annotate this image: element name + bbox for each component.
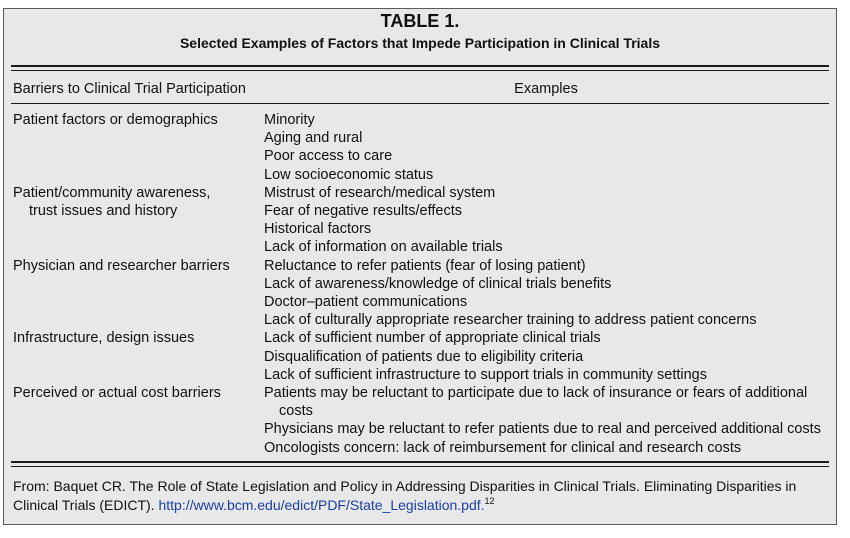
header-rule [11,103,829,104]
examples-list [264,329,829,384]
barrier-category: Infrastructure, design issues [13,330,195,347]
example-item: Low socioeconomic status [264,166,434,183]
barrier-category: Perceived or actual cost barriers [13,385,221,402]
barrier-category: Physician and researcher barriers [13,257,230,274]
table-row [13,111,829,184]
table-frame [3,8,837,525]
table-title: TABLE 1. [380,11,460,31]
top-rule [11,65,829,67]
example-item: Patients may be reluctant to participate due to lack of insurance or fears of additional costs [264,385,808,420]
table-row [13,184,829,257]
examples-list [264,111,829,184]
barrier-category: Patient factors or demographics [13,112,218,128]
example-item: Disqualification of patients due to eligibility criteria [264,348,584,365]
table-body [13,111,829,457]
example-item: Historical factors [264,221,372,238]
example-item: Reluctance to refer patients (fear of losing patient) [264,257,586,274]
bottom-rule-thin [11,466,829,467]
example-item: Lack of awareness/knowledge of clinical trials benefits [264,275,612,292]
example-item: Aging and rural [264,130,363,147]
table-row [13,257,829,330]
example-item: Lack of culturally appropriate researcher training to address patient concerns [264,312,757,329]
table-footnote [13,477,829,514]
example-item: Lack of sufficient infrastructure to support trials in community settings [264,366,707,383]
table-row [13,329,829,384]
example-item: Physicians may be reluctant to refer patients due to real and perceived additional costs [264,421,821,438]
example-item: Poor access to care [264,148,393,165]
examples-list [264,384,829,457]
example-item: Minority [264,112,315,128]
table-row [13,384,829,457]
examples-list [264,257,829,330]
column-header-barriers: Barriers to Clinical Trial Participation [13,81,246,97]
bottom-rule [11,461,829,463]
table-subtitle: Selected Examples of Factors that Impede Participation in Clinical Trials [179,35,661,51]
barrier-category: Patient/community awareness, trust issues and history [13,184,211,220]
examples-list [264,184,829,257]
example-item: Oncologists concern: lack of reimbursement for clinical and research costs [264,439,742,456]
example-item: Lack of information on available trials [264,239,503,256]
example-item: Fear of negative results/effects [264,203,463,220]
example-item: Doctor–patient communications [264,294,468,311]
reference-number: 12 [484,495,495,506]
column-header-examples: Examples [514,81,578,97]
footnote-text: From: Baquet CR. The Role of State Legislation and Policy in Addressing Disparities in Clinical Trials. Eliminating Disparities in Clinical Trials (EDICT). [13,478,797,513]
source-link[interactable]: http://www.bcm.edu/edict/PDF/State_Legislation.pdf. [158,496,485,513]
example-item: Mistrust of research/medical system [264,184,496,201]
example-item: Lack of sufficient number of appropriate clinical trials [264,330,601,347]
top-rule-thin [11,70,829,71]
